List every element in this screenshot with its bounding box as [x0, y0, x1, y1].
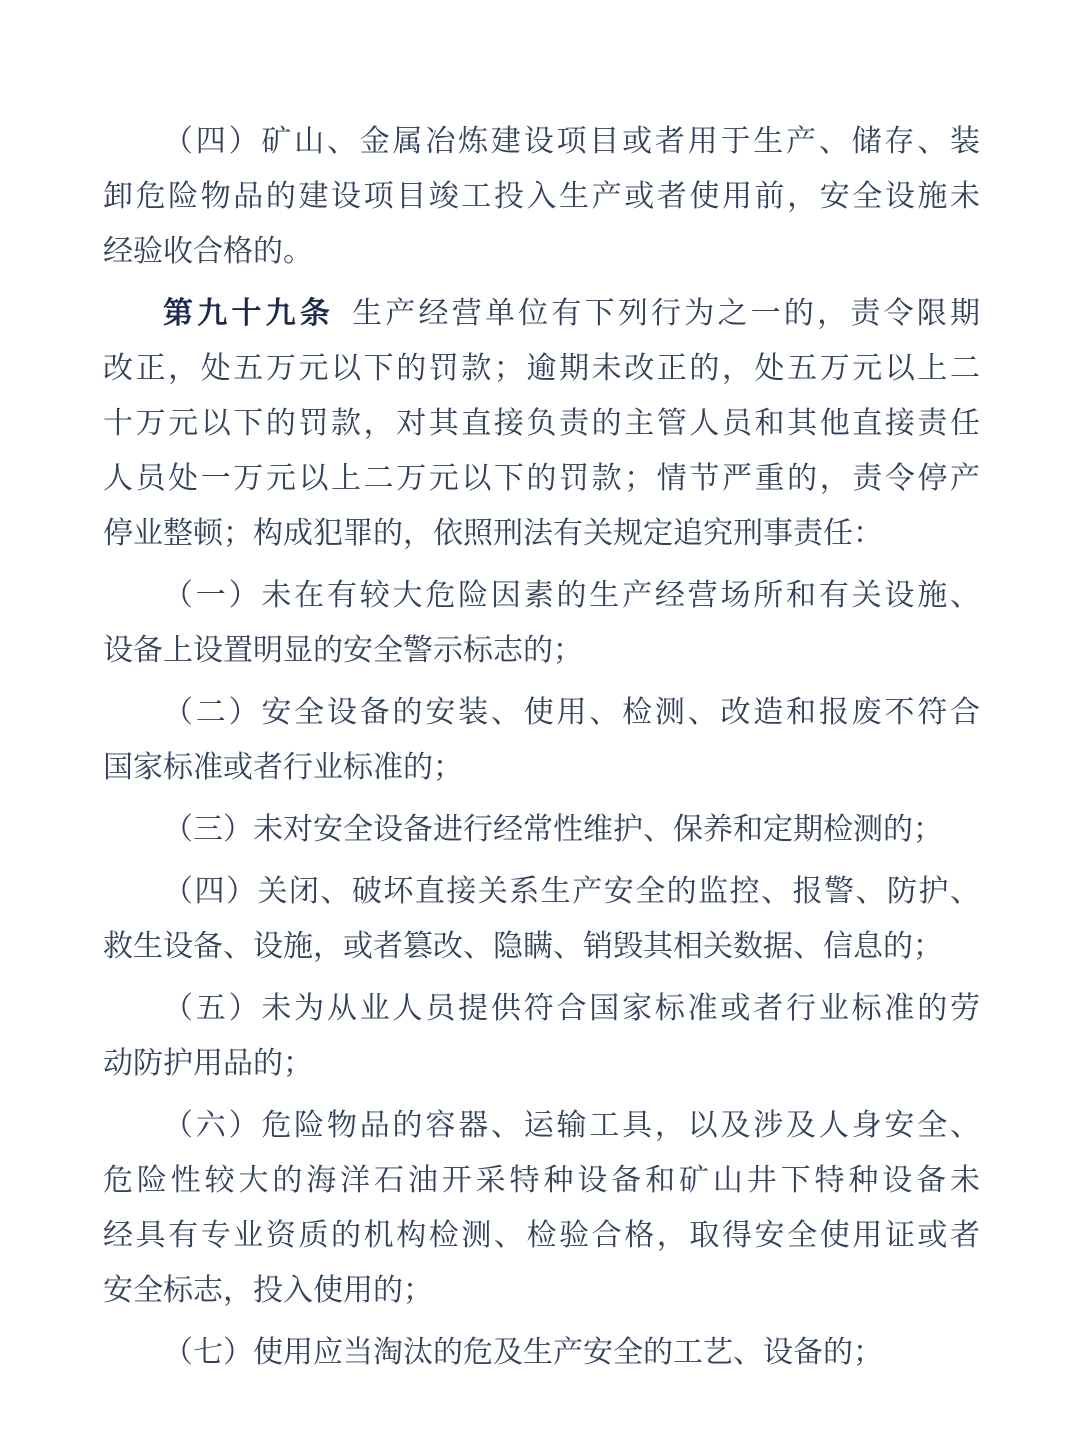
- text-line: （一）未在有较大危险因素的生产经营场所和有关设施、: [163, 579, 980, 612]
- paragraph-item-6: [103, 1098, 980, 1318]
- article-number-heading: 第九十九条: [163, 297, 335, 330]
- text-line: 设备上设置明显的安全警示标志的；: [103, 634, 583, 667]
- text-line: （三）未对安全设备进行经常性维护、保养和定期检测的；: [163, 813, 943, 846]
- text-line: 卸危险物品的建设项目竣工投入生产或者使用前，安全设施未: [103, 180, 980, 213]
- text-line: （四）关闭、破坏直接关系生产安全的监控、报警、防护、: [163, 875, 980, 908]
- paragraph-item-7: [103, 1325, 980, 1380]
- text-line: （四）矿山、金属冶炼建设项目或者用于生产、储存、装: [163, 125, 980, 158]
- text-line: （七）使用应当淘汰的危及生产安全的工艺、设备的；: [163, 1336, 883, 1369]
- text-line: 十万元以下的罚款，对其直接负责的主管人员和其他直接责任: [103, 407, 980, 440]
- text-line: 安全标志，投入使用的；: [103, 1274, 433, 1307]
- text-line: 救生设备、设施，或者篡改、隐瞒、销毁其相关数据、信息的；: [103, 930, 943, 963]
- text-line: 经验收合格的。: [103, 235, 313, 268]
- paragraph-item-4-prev-article: [103, 114, 980, 279]
- text-line: [103, 286, 980, 341]
- text-line: 经具有专业资质的机构检测、检验合格，取得安全使用证或者: [103, 1219, 980, 1252]
- text-line: （二）安全设备的安装、使用、检测、改造和报废不符合: [163, 696, 980, 729]
- paragraph-item-4: [103, 864, 980, 974]
- text-line: 改正，处五万元以下的罚款；逾期未改正的，处五万元以上二: [103, 352, 980, 385]
- text-line: 动防护用品的；: [103, 1047, 313, 1080]
- text-line: 人员处一万元以上二万元以下的罚款；情节严重的，责令停产: [103, 462, 980, 495]
- paragraph-item-2: [103, 685, 980, 795]
- text-line: （六）危险物品的容器、运输工具，以及涉及人身安全、: [163, 1109, 980, 1142]
- paragraph-item-5: [103, 981, 980, 1091]
- paragraph-article-99: [103, 286, 980, 561]
- law-text-block: [103, 114, 980, 1387]
- text-line: （五）未为从业人员提供符合国家标准或者行业标准的劳: [163, 992, 980, 1025]
- article-lead-text: 生产经营单位有下列行为之一的，责令限期: [352, 297, 980, 330]
- text-line: 国家标准或者行业标准的；: [103, 751, 463, 784]
- text-line: 危险性较大的海洋石油开采特种设备和矿山井下特种设备未: [103, 1164, 980, 1197]
- paragraph-item-3: [103, 802, 980, 857]
- paragraph-item-1: [103, 568, 980, 678]
- text-line: 停业整顿；构成犯罪的，依照刑法有关规定追究刑事责任：: [103, 517, 883, 550]
